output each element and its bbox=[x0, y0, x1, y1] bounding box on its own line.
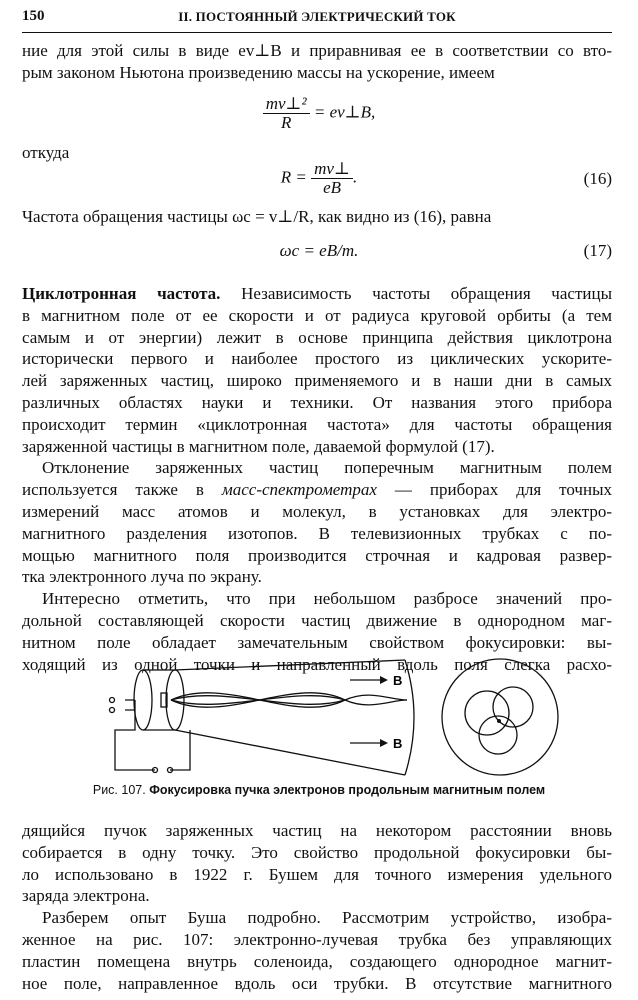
page-header bbox=[22, 8, 612, 30]
text-line: пластин помещена внутрь соленоида, создающего однородное магнит- bbox=[22, 951, 612, 971]
figure-caption bbox=[0, 783, 638, 797]
text-line: Отклонение заряженных частиц поперечным магнитным полем bbox=[42, 458, 612, 478]
text-line: ходящий из одной точки и направленный вдоль поля слегка расхо- bbox=[22, 654, 612, 674]
caption-number: Рис. 107. bbox=[92, 783, 146, 797]
circuit-wires bbox=[115, 700, 155, 770]
fraction bbox=[311, 160, 353, 197]
tube-outline-top bbox=[175, 660, 405, 670]
word-otkuda: откуда bbox=[22, 143, 70, 162]
screen-view-circle bbox=[442, 659, 558, 775]
text-line: различных областях науки и техники. От названия этого прибора bbox=[22, 392, 612, 412]
text-line: Разберем опыт Буша подробно. Рассмотрим устройство, изобра- bbox=[42, 908, 612, 928]
text-line: в магнитном поле от ее скорости и от радиуса круговой орбиты (а тем bbox=[22, 305, 612, 325]
paragraph-frequency bbox=[22, 206, 612, 228]
paragraph-cyclotron bbox=[22, 283, 612, 675]
equation-tail: . bbox=[352, 167, 358, 187]
text-line: ние для этой силы в виде ev⊥B и приравнивая ее в соответствии со вто- bbox=[22, 41, 612, 60]
denominator: eB bbox=[323, 178, 342, 197]
figure-107-diagram bbox=[95, 655, 600, 780]
text-line: женное на рис. 107: электронно-лучевая трубка без управляющих bbox=[22, 929, 612, 949]
numerator: mv⊥² bbox=[263, 95, 310, 114]
paragraph-focusing bbox=[22, 820, 612, 994]
equation-lhs: R = bbox=[280, 167, 307, 187]
text-line: самым и от энергии) лежит в основе принципа действия циклотрона bbox=[22, 327, 612, 347]
text-line: заряда электрона. bbox=[22, 886, 150, 906]
tube-outline-bottom bbox=[175, 730, 405, 775]
text-line: ное поле, направленное вдоль оси трубки. В отсутствие магнитного bbox=[22, 973, 612, 993]
field-label-top: B bbox=[393, 673, 403, 688]
equation-16 bbox=[0, 160, 638, 200]
screen-edge bbox=[405, 660, 414, 775]
equation-17 bbox=[0, 239, 638, 279]
text-line bbox=[22, 479, 612, 501]
text-fragment: Независимость частоты обращения частицы bbox=[241, 284, 612, 303]
fraction bbox=[263, 95, 310, 132]
equation-expression: ωc = eB/m. bbox=[279, 241, 359, 260]
beam-path bbox=[171, 696, 345, 705]
text-line: лей заряженных частиц, широко применяемого и в наши дни в самых bbox=[22, 371, 612, 391]
text-line: рым законом Ньютона произведению массы на ускорение, имеем bbox=[22, 62, 495, 82]
text-fragment: — приборах для точных bbox=[376, 480, 612, 500]
running-title: II. ПОСТОЯННЫЙ ЭЛЕКТРИЧЕСКИЙ ТОК bbox=[178, 9, 456, 24]
equation-force-balance bbox=[0, 95, 638, 135]
numerator: mv⊥ bbox=[311, 160, 353, 179]
page-number: 150 bbox=[22, 8, 45, 24]
text-fragment: используется также в bbox=[22, 480, 222, 500]
equation-number: (16) bbox=[583, 169, 612, 188]
circuit-wires bbox=[170, 730, 190, 770]
denominator: R bbox=[280, 113, 292, 132]
text-line: Интересно отметить, что при небольшом разбросе значений про- bbox=[42, 589, 612, 609]
text-line: собирается в одну точку. Это свойство продольной фокусировки бы- bbox=[22, 842, 612, 862]
terminal bbox=[110, 708, 115, 713]
text-line: Частота обращения частицы ωc = v⊥/R, как видно из (16), равна bbox=[22, 207, 492, 226]
text-line: исторически первого и наиболее простого из циклических ускорите- bbox=[22, 349, 612, 369]
equation-rhs: = ev⊥B, bbox=[313, 102, 376, 122]
text-line: тка электронного луча по экрану. bbox=[22, 567, 262, 587]
text-line bbox=[22, 283, 612, 305]
header-rule bbox=[22, 32, 612, 33]
field-label-bottom: B bbox=[393, 736, 403, 751]
caption-text: Фокусировка пучка электронов продольным магнитным полем bbox=[149, 783, 546, 797]
emphasis-term: масс-спектрометрах bbox=[221, 480, 377, 500]
text-line: нитном поле обладает замечательным свойством фокусировки: вы- bbox=[22, 632, 612, 652]
text-line: дящийся пучок заряженных частиц на некотором расстоянии вновь bbox=[22, 821, 612, 840]
paragraph-intro bbox=[22, 40, 612, 84]
orbit-circle bbox=[465, 691, 509, 735]
text-line: магнитного разделения изотопов. В телевизионных трубках с по- bbox=[22, 523, 612, 543]
focus-point bbox=[497, 719, 501, 723]
equation-number: (17) bbox=[583, 241, 612, 260]
arrowhead bbox=[380, 739, 388, 747]
gun-cylinder-right bbox=[166, 670, 184, 730]
text-line: дольной составляющей скорости частиц движение в однородном маг- bbox=[22, 610, 612, 630]
text-line: происходит термин «циклотронная частота» для частоты обращения bbox=[22, 414, 612, 434]
text-line: заряженной частицы в магнитном поле, даваемой формулой (17). bbox=[22, 436, 495, 456]
text-line: мощью магнитного поля производится строчная и кадровая развер- bbox=[22, 545, 612, 565]
terminal bbox=[110, 698, 115, 703]
arrowhead bbox=[380, 676, 388, 684]
text-line: измерений масс атомов и молекул, в установках для электро- bbox=[22, 501, 612, 521]
section-heading: Циклотронная частота. bbox=[22, 284, 221, 303]
gun-cylinder-left bbox=[134, 670, 152, 730]
text-line: ло использовано в 1922 г. Бушем для точного измерения удельного bbox=[22, 864, 612, 884]
